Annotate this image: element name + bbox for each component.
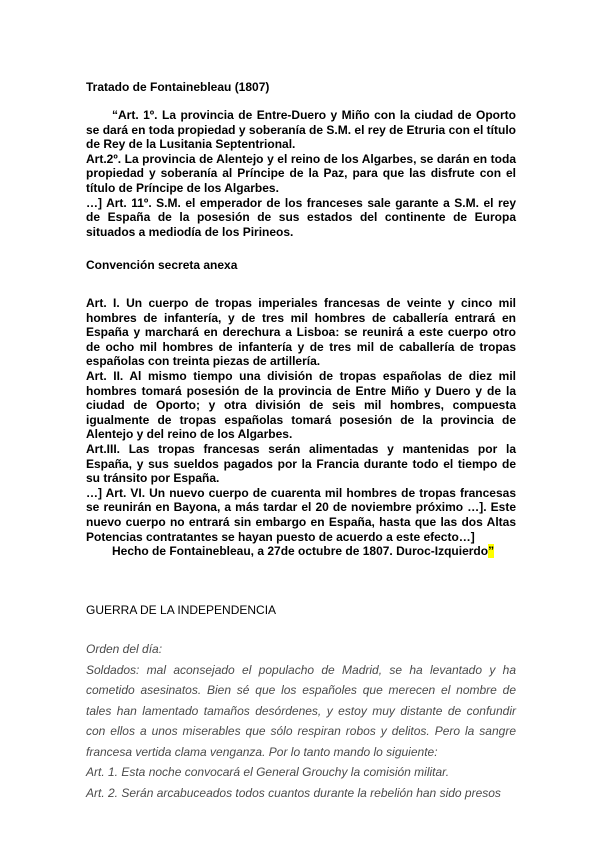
convention-articles bbox=[86, 296, 516, 559]
signature-line bbox=[86, 544, 516, 559]
convention-article-2: Art. II. Al mismo tiempo una división de tropas españolas de diez mil hombres tomará posesión de la provincia de Entre Miño y Duero y de la ciudad de Oporto; y otra división de seis mil hombres, compuesta igualmente de tropas españolas tomará posesión de la provincia de Alentejo y del reino de los Algarbes. bbox=[86, 368, 516, 442]
convention-article-6: …] Art. VI. Un nuevo cuerpo de cuarenta mil hombres de tropas francesas se reunirán en Bayona, a más tardar el 20 de noviembre próximo …]. Este nuevo cuerpo no entrará sin embargo en España, hasta que las dos Altas Potencias contratantes se hayan puesto de acuerdo a este efecto…] bbox=[86, 485, 516, 544]
signature-text: Hecho de Fontainebleau, a 27de octubre de 1807. Duroc-Izquierdo bbox=[112, 544, 489, 559]
convention-article-1: Art. I. Un cuerpo de tropas imperiales francesas de veinte y cinco mil hombres de infantería, y de tres mil hombres de caballería entrará en España y marchará en derechura a Lisboa: se reunirá a este cuerpo otro de ocho mil hombres de infantería y de tres mil de caballería de tropas españolas con treinta piezas de artillería. bbox=[86, 296, 516, 369]
convention-title: Convención secreta anexa bbox=[86, 258, 238, 272]
convention-article-3: Art.III. Las tropas francesas serán alimentadas y mantenidas por la España, y sus sueldos pagados por la Francia durante todo el tiempo de su tránsito por España. bbox=[86, 441, 516, 486]
order-article-2: Art. 2. Serán arcabuceados todos cuantos durante la rebelión han sido presos bbox=[86, 785, 501, 800]
order-body: Soldados: mal aconsejado el populacho de Madrid, se ha levantado y ha cometido asesinatos. Bien sé que los españoles que merecen el nombre de tales han lamentado tamaños desórdenes, y estoy muy distante de confundir con ellos a unos miserables que sólo respiran robos y delitos. Pero la sangre francesa vertida clama venganza. Por lo tanto mando lo siguiente: bbox=[86, 662, 516, 759]
treaty-title: Tratado de Fontainebleau (1807) bbox=[86, 80, 270, 94]
treaty-articles bbox=[86, 108, 516, 239]
treaty-article-2: Art.2º. La provincia de Alentejo y el reino de los Algarbes, se darán en toda propiedad y soberanía al Príncipe de la Paz, para que las disfrute con el título de Príncipe de los Algarbes. bbox=[86, 151, 516, 195]
order-heading: Orden del día: bbox=[86, 642, 163, 656]
closing-quote: ” bbox=[488, 544, 495, 559]
section-title: GUERRA DE LA INDEPENDENCIA bbox=[86, 603, 277, 617]
treaty-article-1: “Art. 1º. La provincia de Entre-Duero y Miño con la ciudad de Oporto se dará en toda propiedad y soberanía de S.M. el rey de Etruria con el título de Rey de la Lusitania Septentrional. bbox=[86, 108, 516, 152]
order-article-1: Art. 1. Esta noche convocará el General Grouchy la comisión militar. bbox=[86, 765, 450, 779]
treaty-article-11: …] Art. 11º. S.M. el emperador de los franceses sale garante a S.M. el rey de España de la posesión de sus estados del continente de Europa situados a mediodía de los Pirineos. bbox=[86, 195, 516, 239]
order-of-day bbox=[86, 639, 516, 803]
